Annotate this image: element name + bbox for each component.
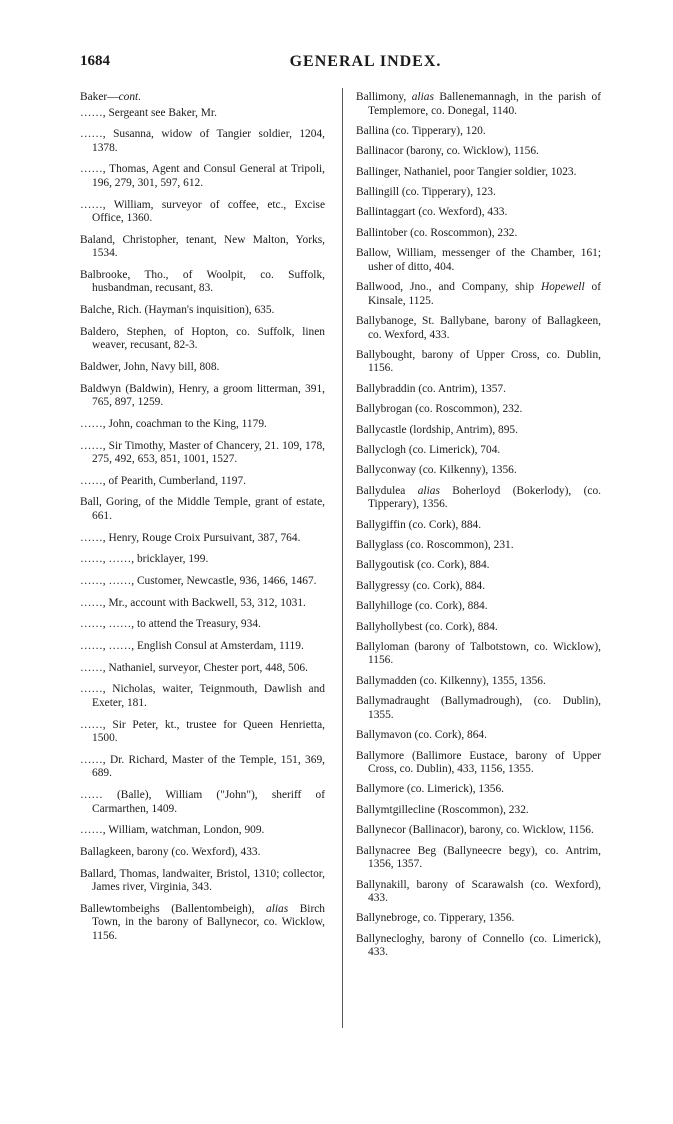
index-entry: Ballymadraught (Ballymadrough), (co. Dublin), 1355. — [356, 695, 601, 721]
index-entry: Ballymore (co. Limerick), 1356. — [356, 783, 505, 796]
index-entry: ……, Nathaniel, surveyor, Chester port, 448, 506. — [80, 661, 308, 674]
index-entry: ……, Sir Peter, kt., trustee for Queen Henrietta, 1500. — [80, 718, 325, 745]
index-entry: Ballymore (Ballimore Eustace, barony of Upper Cross, co. Dublin), 433, 1156, 1355. — [356, 749, 601, 776]
index-entry: Ballyhollybest (co. Cork), 884. — [356, 620, 498, 633]
index-entry: ……, William, surveyor of coffee, etc., Excise Office, 1360. — [80, 198, 325, 225]
page-title: GENERAL INDEX. — [289, 53, 442, 70]
index-entry: Ballyloman (barony of Talbotstown, co. Wicklow), 1156. — [356, 640, 601, 667]
index-entry: Ballyglass (co. Roscommon), 231. — [356, 539, 514, 552]
index-entry: Ballintaggart (co. Wexford), 433. — [356, 206, 508, 219]
index-entry: Ballewtombeighs (Ballentombeigh), alias Birch Town, in the barony of Ballynecor, co. Wicklow, 1156. — [80, 902, 325, 942]
index-entry: Ballyclogh (co. Limerick), 704. — [356, 443, 501, 456]
index-entry: Ballow, William, messenger of the Chamber, 161; usher of ditto, 404. — [356, 247, 601, 273]
left-entry-list — [80, 107, 325, 944]
column-divider — [342, 88, 343, 1028]
index-entry: Ballynacree Beg (Ballyneecre begy), co. Antrim, 1356, 1357. — [356, 844, 601, 871]
index-entry: Ballynebroge, co. Tipperary, 1356. — [356, 912, 515, 925]
index-entry: Ballycastle (lordship, Antrim), 895. — [356, 423, 518, 436]
index-entry: Ballybought, barony of Upper Cross, co. Dublin, 1156. — [356, 348, 601, 375]
right-entry-list — [356, 91, 601, 960]
index-entry: Ballymtgillecline (Roscommon), 232. — [356, 803, 529, 816]
index-entry: Ballynecor (Ballinacor), barony, co. Wicklow, 1156. — [356, 824, 594, 837]
index-entry: ……, Sir Timothy, Master of Chancery, 21. 109, 178, 275, 492, 653, 851, 1001, 1527. — [80, 439, 325, 466]
index-entry: Ballwood, Jno., and Company, ship Hopewell of Kinsale, 1125. — [356, 281, 601, 307]
index-entry: Ballyhilloge (co. Cork), 884. — [356, 600, 488, 613]
index-entry: …… (Balle), William ("John"), sheriff of Carmarthen, 1409. — [80, 789, 325, 815]
index-entry: ……, Henry, Rouge Croix Pursuivant, 387, 764. — [80, 531, 301, 544]
index-entry: Ballygoutisk (co. Cork), 884. — [356, 559, 490, 572]
index-entry: ……, John, coachman to the King, 1179. — [80, 417, 267, 430]
index-entry: ……, ……, English Consul at Amsterdam, 1119. — [80, 640, 304, 653]
index-entry: Ballagkeen, barony (co. Wexford), 433. — [80, 845, 261, 858]
index-entry: Ballinacor (barony, co. Wicklow), 1156. — [356, 145, 539, 158]
index-entry: Ballybrogan (co. Roscommon), 232. — [356, 403, 523, 416]
index-entry: Ballygiffin (co. Cork), 884. — [356, 518, 482, 531]
index-entry: Balche, Rich. (Hayman's inquisition), 635. — [80, 304, 275, 317]
index-entry: Ballygressy (co. Cork), 884. — [356, 579, 486, 592]
index-entry: Ballina (co. Tipperary), 120. — [356, 124, 486, 137]
page-number: 1684 — [80, 53, 110, 69]
index-entry: Ballard, Thomas, landwaiter, Bristol, 1310; collector, James river, Virginia, 343. — [80, 867, 325, 894]
index-entry: Ballybraddin (co. Antrim), 1357. — [356, 382, 506, 395]
index-column-right — [356, 91, 601, 967]
index-entry: Baland, Christopher, tenant, New Malton, Yorks, 1534. — [80, 233, 325, 260]
index-entry: Ballynecloghy, barony of Connello (co. Limerick), 433. — [356, 932, 601, 959]
index-column-left — [80, 91, 325, 951]
index-entry: Ballyconway (co. Kilkenny), 1356. — [356, 464, 517, 477]
index-entry: Ballimony, alias Ballenemannagh, in the parish of Templemore, co. Donegal, 1140. — [356, 91, 601, 117]
index-entry: ……, Mr., account with Backwell, 53, 312, 1031. — [80, 596, 306, 609]
index-entry: Ballinger, Nathaniel, poor Tangier soldier, 1023. — [356, 165, 577, 178]
index-entry: Ballymavon (co. Cork), 864. — [356, 729, 487, 742]
index-entry: ……, Thomas, Agent and Consul General at Tripoli, 196, 279, 301, 597, 612. — [80, 163, 325, 189]
index-entry: Ballydulea alias Boherloyd (Bokerlody), (co. Tipperary), 1356. — [356, 484, 601, 511]
index-entry: ……, Dr. Richard, Master of the Temple, 151, 369, 689. — [80, 753, 325, 780]
index-entry: ……, Sergeant see Baker, Mr. — [80, 106, 217, 119]
index-entry: ……, Susanna, widow of Tangier soldier, 1204, 1378. — [80, 128, 325, 154]
index-entry: Ballynakill, barony of Scarawalsh (co. Wexford), 433. — [356, 878, 601, 904]
index-entry: Baldwyn (Baldwin), Henry, a groom litterman, 391, 765, 897, 1259. — [80, 382, 325, 409]
index-entry: Ball, Goring, of the Middle Temple, grant of estate, 661. — [80, 496, 325, 522]
index-entry: ……, ……, to attend the Treasury, 934. — [80, 618, 261, 631]
index-entry: ……, ……, Customer, Newcastle, 936, 1466, 1467. — [80, 575, 317, 587]
index-entry: Ballymadden (co. Kilkenny), 1355, 1356. — [356, 674, 546, 687]
index-entry: Ballintober (co. Roscommon), 232. — [356, 226, 518, 239]
index-entry: Baldero, Stephen, of Hopton, co. Suffolk, linen weaver, recusant, 82-3. — [80, 325, 325, 352]
continued-heading: Baker—cont. — [80, 91, 142, 103]
index-entry: ……, of Pearith, Cumberland, 1197. — [80, 474, 246, 487]
index-entry: ……, ……, bricklayer, 199. — [80, 553, 209, 566]
index-entry: Baldwer, John, Navy bill, 808. — [80, 361, 220, 373]
index-entry: Balbrooke, Tho., of Woolpit, co. Suffolk, husbandman, recusant, 83. — [80, 268, 325, 295]
index-entry: ……, William, watchman, London, 909. — [80, 824, 265, 837]
index-entry: Ballingill (co. Tipperary), 123. — [356, 186, 496, 199]
index-entry: Ballybanoge, St. Ballybane, barony of Ballagkeen, co. Wexford, 433. — [356, 315, 601, 341]
index-entry: ……, Nicholas, waiter, Teignmouth, Dawlish and Exeter, 181. — [80, 683, 325, 709]
